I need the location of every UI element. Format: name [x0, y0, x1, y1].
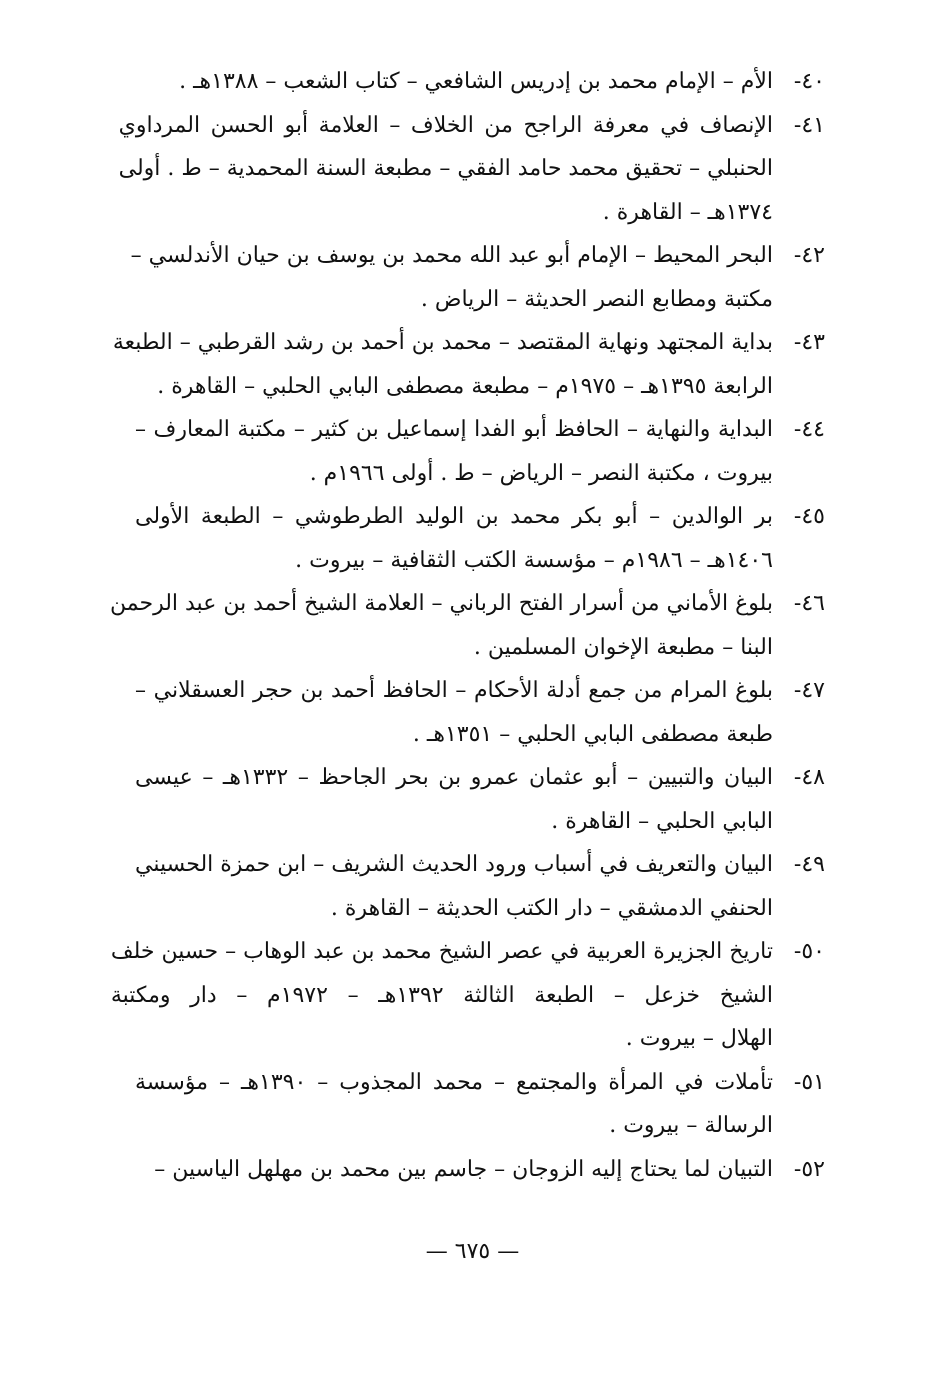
entry-text — [113, 321, 773, 408]
bibliography-entry — [110, 930, 825, 1061]
entry-number: ٤٤- — [793, 417, 825, 442]
entry-line: الرسالة – بيروت . — [609, 1113, 773, 1138]
entry-number: ٤٠- — [793, 69, 825, 94]
entry-text — [131, 234, 773, 321]
bibliography-entry — [135, 756, 825, 843]
entry-line: بداية المجتهد ونهاية المقتصد – محمد بن أحمد بن رشد القرطبي – الطبعة — [112, 330, 773, 355]
entry-number: ٤٩- — [793, 852, 825, 877]
entry-number: ٤٢- — [793, 243, 825, 268]
bibliography-entry — [135, 1148, 825, 1192]
entry-text — [135, 756, 773, 843]
entry-text — [135, 60, 773, 104]
entry-line: البيان والتعريف في أسباب ورود الحديث الشريف – ابن حمزة الحسيني — [135, 852, 773, 877]
bibliography-entry — [135, 669, 825, 756]
entry-line: طبعة مصطفى البابي الحلبي – ١٣٥١هـ . — [412, 721, 773, 747]
bibliography-entry — [135, 60, 825, 104]
entry-number: ٤٧- — [793, 678, 825, 703]
entry-line: البنا – مطبعة الإخوان المسلمين . — [473, 634, 773, 660]
entry-number: ٥١- — [793, 1069, 825, 1095]
entry-line: ١٤٠٦هـ – ١٩٨٦م – مؤسسة الكتب الثقافية – بيروت . — [295, 547, 773, 573]
entry-number: ٥٠- — [793, 939, 825, 964]
entry-line: بلوغ الأماني من أسرار الفتح الرباني – العلامة الشيخ أحمد بن عبد الرحمن — [110, 591, 773, 616]
entry-number: ٤٥- — [793, 504, 825, 529]
entry-text — [135, 669, 773, 756]
entry-line: الشيخ خزعل – الطبعة الثالثة ١٣٩٢هـ – ١٩٧٢م – دار ومكتبة — [110, 982, 773, 1008]
entry-line: تاريخ الجزيرة العربية في عصر الشيخ محمد بن عبد الوهاب – حسين خلف — [110, 939, 773, 964]
bibliography-entry — [110, 582, 825, 669]
entry-number: ٤٦- — [793, 591, 825, 616]
entry-line: بر الوالدين – أبو بكر محمد بن الوليد الطرطوشي – الطبعة الأولى — [135, 504, 773, 529]
entry-text — [135, 1148, 773, 1192]
page-number: — ٦٧٥ — — [425, 1239, 520, 1264]
entry-line: الحنفي الدمشقي – دار الكتب الحديثة – القاهرة . — [330, 895, 773, 921]
entry-text — [135, 843, 773, 930]
bibliography-entry — [135, 1061, 825, 1148]
entry-text — [119, 104, 773, 235]
entry-number: ٥٢- — [793, 1156, 825, 1182]
entry-line: مكتبة ومطابع النصر الحديثة – الرياض . — [420, 286, 773, 312]
entry-line: ١٣٧٤هـ – القاهرة . — [602, 199, 773, 225]
entry-line: الهلال – بيروت . — [625, 1026, 773, 1051]
bibliography-entry — [135, 408, 825, 495]
entry-line: الرابعة ١٣٩٥هـ – ١٩٧٥م – مطبعة مصطفى البابي الحلبي – القاهرة . — [157, 373, 773, 399]
bibliography-entry — [130, 234, 825, 321]
entry-line: التبيان لما يحتاج إليه الزوجان – جاسم بين محمد بن مهلهل الياسين – — [154, 1156, 773, 1182]
entry-line: بلوغ المرام من جمع أدلة الأحكام – الحافظ أحمد بن حجر العسقلاني – — [135, 678, 773, 703]
bibliography-entry — [135, 843, 825, 930]
entry-line: البداية والنهاية – الحافظ أبو الفدا إسماعيل بن كثير – مكتبة المعارف – — [135, 417, 773, 442]
entry-line: بيروت ، مكتبة النصر – الرياض – ط . أولى ١٩٦٦م . — [309, 460, 773, 486]
entry-number: ٤٨- — [793, 765, 825, 790]
entry-line: الأم – الإمام محمد بن إدريس الشافعي – كتاب الشعب – ١٣٨٨هـ . — [179, 69, 773, 94]
bibliography-entry — [135, 495, 825, 582]
entry-text — [135, 408, 773, 495]
entry-text — [135, 1061, 773, 1148]
entry-text — [111, 930, 773, 1061]
entry-number: ٤١- — [793, 112, 825, 138]
entry-text — [110, 582, 773, 669]
entry-text — [135, 495, 773, 582]
bibliography-list — [110, 60, 825, 1191]
entry-line: البيان والتبيين – أبو عثمان عمرو بن بحر الجاحظ – ١٣٣٢هـ – عيسى — [135, 765, 774, 790]
entry-line: الحنبلي – تحقيق محمد حامد الفقي – مطبعة السنة المحمدية – ط . أولى — [118, 156, 773, 181]
bibliography-entry — [112, 321, 825, 408]
entry-line: البحر المحيط – الإمام أبو عبد الله محمد بن يوسف بن حيان الأندلسي – — [130, 243, 773, 268]
bibliography-entry — [118, 104, 825, 235]
entry-line: تأملات في المرأة والمجتمع – محمد المجذوب – ١٣٩٠هـ – مؤسسة — [135, 1069, 773, 1095]
entry-line: الإنصاف في معرفة الراجح من الخلاف – العلامة أبو الحسن المرداوي — [118, 112, 773, 138]
entry-line: البابي الحلبي – القاهرة . — [551, 808, 773, 834]
entry-number: ٤٣- — [793, 330, 825, 355]
